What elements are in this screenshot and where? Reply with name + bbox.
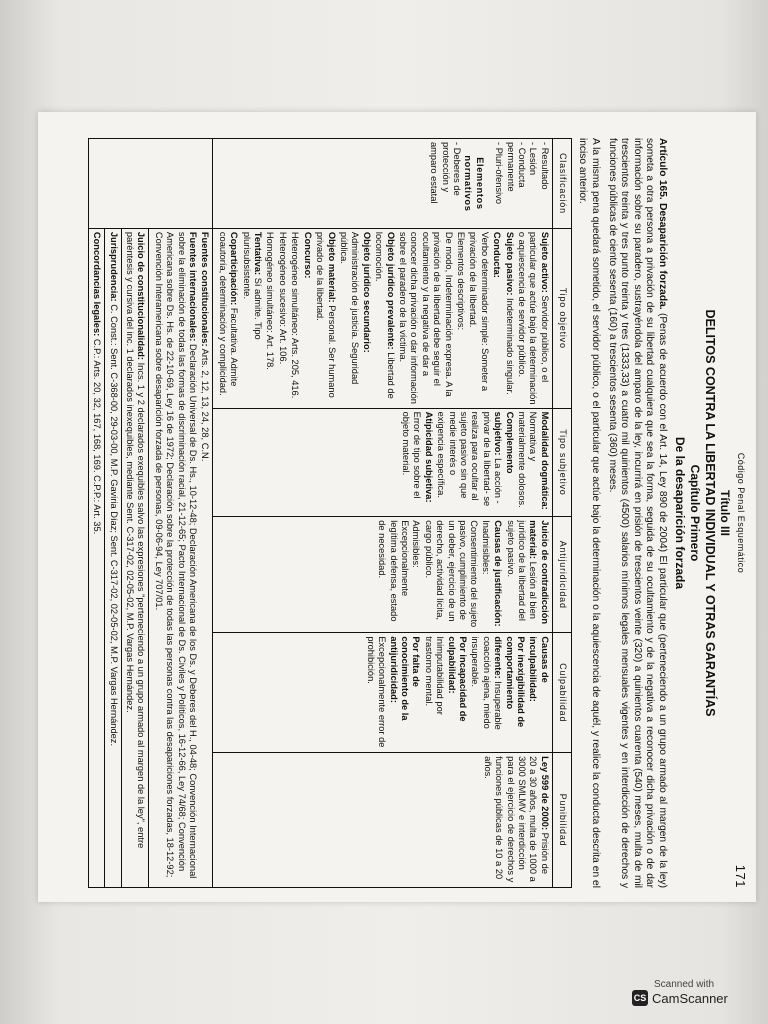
value: Excepcionalmente error de prohibición. bbox=[365, 636, 388, 748]
table-header-row bbox=[552, 139, 571, 888]
label: Juicio de contradicción material: bbox=[528, 520, 550, 625]
value: Prisión de 20 a 30 años, multa de 1000 a 3000 SMLMV e interdicción para el ejercicio de derechos y funciones públicas de 10 a 20 años. bbox=[482, 756, 550, 883]
value: Normativa y materialmente dolosos. bbox=[517, 411, 539, 508]
ley-599 bbox=[481, 756, 549, 884]
scanned-with-text: Scanned with bbox=[654, 979, 715, 990]
descriptivos-text: De modo, Indeterminación expresa. A la privación de la libertad debe seguir el ocultamiento y la negativa de dar a conocer dicha privación o dar información sobre el paradero de la víctima. bbox=[397, 231, 454, 404]
label: Por inexigibilidad de comportamiento diferente: bbox=[493, 636, 527, 728]
page-number: 171 bbox=[733, 864, 748, 888]
value: Servidor público, o el particular que actúe bajo la determinación o aquiescencia de servidor público. bbox=[517, 231, 550, 405]
document-page bbox=[38, 112, 756, 902]
list-item: - Conducta permanente bbox=[504, 142, 527, 225]
atipicidad bbox=[400, 412, 434, 514]
chapter-name: De la desaparición forzada bbox=[673, 436, 687, 590]
fuentes-cell bbox=[149, 228, 213, 887]
title-number: Título III bbox=[718, 490, 732, 536]
value: Error de tipo sobre el objeto material. bbox=[400, 411, 423, 499]
label: Juicio de constitucionalidad: bbox=[136, 231, 147, 360]
table-row bbox=[213, 139, 552, 888]
camscanner-logo bbox=[632, 990, 754, 1006]
concurso-item: Heterogéneo sucesivo: Art. 106. bbox=[277, 231, 288, 365]
falta-conocimiento bbox=[364, 636, 421, 749]
value: Insuperable coacción ajena, miedo insuperable. bbox=[470, 636, 504, 730]
list-item: - Resultado bbox=[538, 142, 549, 225]
fuentes-constitucionales bbox=[199, 232, 210, 884]
column-header-punibilidad: Punibilidad bbox=[552, 753, 571, 888]
antijuridicidad-cell bbox=[213, 517, 552, 633]
article-heading: Artículo 165. Desaparición forzada. bbox=[657, 138, 668, 310]
sujeto-activo bbox=[516, 232, 550, 405]
objeto-secundario bbox=[338, 232, 372, 405]
label: Sujeto activo: bbox=[539, 231, 550, 293]
running-head-text: Código Penal Esquemático bbox=[736, 452, 746, 574]
punibilidad-cell bbox=[213, 753, 552, 888]
conducta-text: Verbo determinador simple: Someter a privación de la libertad. bbox=[468, 231, 490, 392]
jurisprudencia-cell bbox=[105, 228, 121, 887]
value: La acción -privar de la libertad- se realiza para ocultar al sujeto pasivo sin que medie interés o exigencia específica. bbox=[436, 411, 504, 507]
admisibles: Admisibles: Excepcionalmente legítima defensa, estado de necesidad. bbox=[377, 520, 422, 622]
label: Por falta de conocimiento de la antijuridicidad: bbox=[388, 636, 422, 721]
label: Fuentes constitucionales: bbox=[200, 231, 211, 347]
camscanner-icon: CS bbox=[632, 990, 648, 1006]
tipo-objetivo-cell bbox=[213, 228, 552, 408]
normativos-heading: Elementos normativos bbox=[463, 155, 485, 212]
concurso-item: Homogéneo simultáneo: Art. 178. bbox=[265, 231, 276, 370]
complemento bbox=[435, 412, 515, 514]
value: C. Const.: Sent. C-368-00, 29-03-00, M.P. Gaviria Díaz; Sent. C-317-02, 02-05-02, M.P. Vargas Hernández. bbox=[108, 301, 119, 747]
camscanner-text: CamScanner bbox=[652, 990, 728, 1006]
incapacidad bbox=[422, 636, 468, 749]
list-item: - Deberes de protección y amparo estatal bbox=[428, 142, 462, 225]
tipo-subjetivo-cell bbox=[213, 408, 552, 517]
label: Objeto jurídico prevalente: bbox=[385, 231, 396, 350]
column-header-culpabilidad: Culpabilidad bbox=[552, 633, 571, 753]
value: Lesión al bien jurídico de la libertad del sujeto pasivo. bbox=[505, 520, 539, 621]
value: Facultativa. Admite coautoría, determinación y complicidad. bbox=[217, 231, 240, 396]
value: Sí admite. Tipo plurisubsistente. bbox=[241, 231, 264, 340]
juicio-contradiccion bbox=[504, 520, 550, 629]
list-item: - Lesión bbox=[527, 142, 538, 225]
value: Personal. Ser humano privado de la libertad. bbox=[315, 231, 337, 398]
label: Modalidad dogmática: bbox=[539, 411, 550, 510]
causas-justificacion-label: Causas de justificación: bbox=[493, 520, 504, 627]
label: Coparticipación: bbox=[229, 231, 240, 306]
value: C.P.: Arts. 20, 32, 167, 168, 169. C.P.P.: Art. 35. bbox=[92, 336, 103, 535]
analysis-table bbox=[88, 138, 572, 888]
label: Objeto material: bbox=[326, 231, 337, 303]
modalidad bbox=[516, 412, 550, 514]
label: Tentativa: bbox=[253, 231, 264, 276]
list-item: - Pluri-ofensivo bbox=[493, 142, 504, 225]
clasificacion-cell bbox=[213, 139, 552, 229]
article-second-paragraph: A la misma pena quedará sometido, el servidor público, o el particular que actúe bajo la determinación o la aquiescencia de aquél, y realice la conducta descrita en el inciso anterior. bbox=[577, 138, 602, 888]
label: Ley 599 de 2000: bbox=[539, 756, 550, 831]
column-header-clasificacion: Clasificación bbox=[552, 139, 571, 229]
column-header-tipo-objetivo: Tipo objetivo bbox=[552, 228, 571, 408]
value: Declaración Universal de Ds. Hs., 10-12-48; Declaración Americana de los Ds. y Deberes del H., 04-48; Convención Internacional sobre la eliminación de todas las formas de discriminación racial, 21-12-65; Pacto Internacional de Ds. Civiles y Políticos, 16-12-66, Ley 74/68; Convención Americana sobre Ds. Hs. de 22-10-69, Ley 16 de 1972; Declaración sobre la protección de todas las personas contra las desapariciones forzadas, 18-12-92; Convención Interamericana sobre desaparición forzada de personas, 09-06-94, Ley 707/01. bbox=[153, 231, 199, 879]
value: Libertad de locomoción. bbox=[374, 231, 396, 399]
concordancias-cell bbox=[88, 228, 104, 887]
culpabilidad-cell bbox=[213, 633, 552, 753]
label: Sujeto pasivo: bbox=[504, 231, 515, 296]
value: Indeterminado singular. bbox=[504, 295, 515, 395]
tentativa bbox=[240, 232, 263, 405]
camscanner-watermark bbox=[632, 979, 754, 1006]
concurso-label: Concurso: bbox=[302, 231, 313, 279]
table-row bbox=[105, 139, 121, 888]
label: Complemento subjetivo: bbox=[493, 411, 515, 474]
causas-inculpabilidad-label: Causas de inculpabilidad: bbox=[528, 636, 550, 702]
label: Atipicidad subjetiva: bbox=[423, 411, 434, 503]
objeto-prevalente bbox=[373, 232, 396, 405]
label: Objeto jurídico secundario: bbox=[361, 231, 372, 353]
value: Incs. 1 y 2 declarados exequibles salvo las expresiones "perteneciendo a un grupo armado al margen de la ley", entre paréntesis y cursiva del inc. 1 declarados inexequibles, mediante Sent. C-317-02, 02-05-02, M.P. Vargas Hernández. bbox=[125, 231, 147, 849]
inadmisibles: Inadmisibles: Consentimiento del sujeto pasivo, cumplimiento de un deber, ejercicio de un derecho, actividad lícita, cargo público. bbox=[423, 520, 491, 628]
running-head bbox=[732, 138, 746, 888]
table-row bbox=[121, 139, 149, 888]
value: Administración de justicia. Seguridad pública. bbox=[338, 231, 361, 385]
label: Por incapacidad de culpabilidad: bbox=[446, 636, 468, 722]
table-row bbox=[149, 139, 213, 888]
title-name: DELITOS CONTRA LA LIBERTAD INDIVIDUAL Y OTRAS GARANTÍAS bbox=[703, 309, 717, 717]
table-row bbox=[88, 139, 104, 888]
label: Fuentes internacionales: bbox=[188, 231, 199, 342]
label: Concordancias legales: bbox=[92, 231, 103, 337]
chapter-number: Capítulo Primero bbox=[688, 464, 702, 562]
value: Inimputabilidad por trastorno mental. bbox=[423, 636, 446, 715]
sujeto-pasivo bbox=[503, 232, 514, 405]
fuentes-internacionales bbox=[152, 232, 198, 884]
label: Jurisprudencia: bbox=[108, 231, 119, 302]
article-body: (Penas de acuerdo con el Art. 14, Ley 890 de 2004) El particular que (perteneciendo a un grupo armado al margen de la ley) someta a otra persona a privación de su libertad cualquiera que sea la forma, seguida de su ocultamiento y de la negativa a reconocer dicha privación o de dar información sobre su paradero, sustrayéndola del amparo de la ley, incurrirá en prisión de trescientos veinte (320) a quinientos cuarenta (540) meses, multa de mil trescientos treinta y tres punto treinta y tres (1333,33) a cuatro mil quinientos (4500) salarios mínimos legales mensuales vigentes y en interdicción de derechos y funciones públicas de ciento sesenta (160) a trescientos sesenta (360) meses. bbox=[606, 138, 668, 888]
inexigibilidad bbox=[469, 636, 526, 749]
coparticipacion bbox=[216, 232, 239, 405]
constitucionalidad-cell bbox=[121, 228, 149, 887]
column-header-tipo-subjetivo: Tipo subjetivo bbox=[552, 408, 571, 517]
empty-cell bbox=[88, 139, 213, 229]
article-text bbox=[605, 138, 668, 888]
value: Arts. 2, 12, 13, 24, 28, C.N. bbox=[200, 346, 211, 462]
objeto-material bbox=[314, 232, 337, 405]
descriptivos-label: Elementos descriptivos: bbox=[456, 231, 466, 331]
conducta-label: Conducta: bbox=[492, 231, 503, 278]
column-header-antijuridicidad: Antijuridicidad bbox=[552, 517, 571, 633]
concurso-item: Heterogéneo simultáneo: Arts. 205, 416. bbox=[290, 231, 301, 399]
rotated-page-content bbox=[38, 112, 756, 902]
